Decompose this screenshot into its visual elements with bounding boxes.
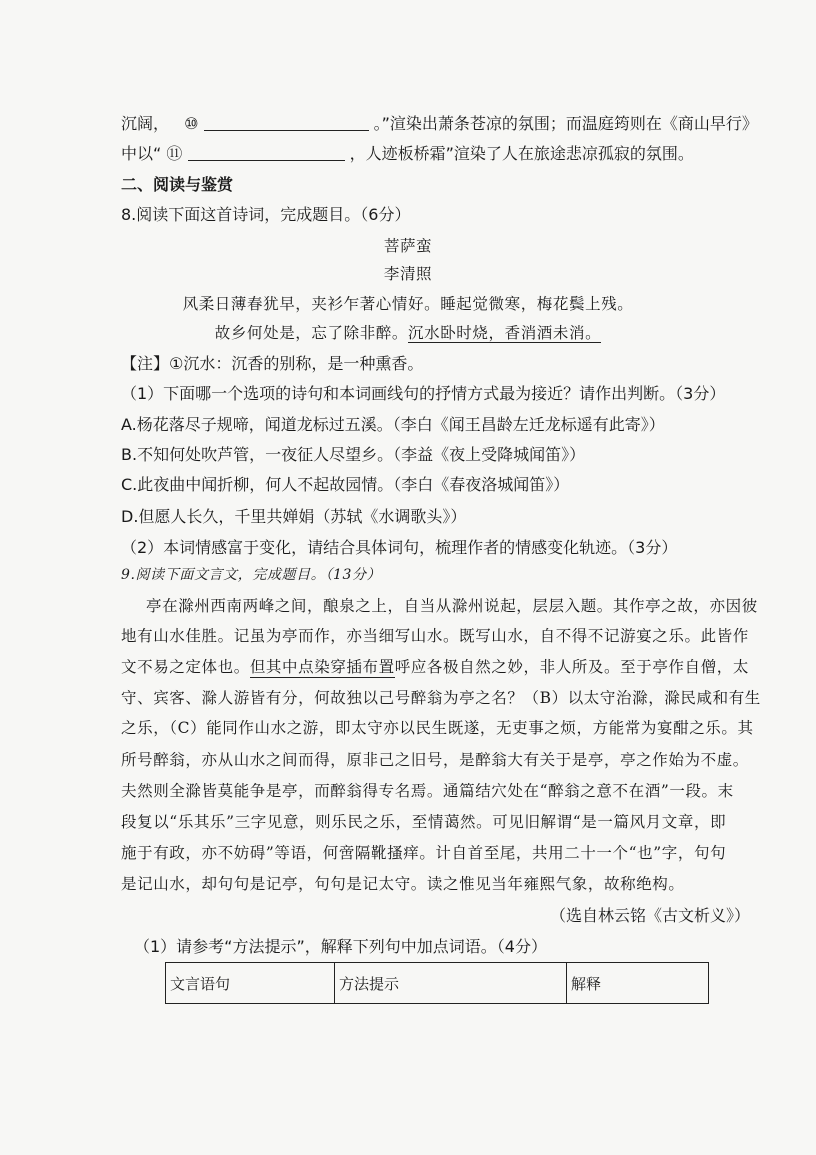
fill-text: 沉阔， <box>121 114 170 133</box>
passage-line: 施于有政，亦不妨碍”等语，何啻隔靴搔痒。计自首至尾，共用二十一个“也”字，句句 <box>121 844 727 862</box>
option-d: D.但愿人长久，千里共婵娟（苏轼《水调歌头》） <box>121 507 467 526</box>
fill-text: ，人迹板桥霜”渲染了人在旅途悲凉孤寂的氛围。 <box>349 144 694 163</box>
passage-line: 地有山水佳胜。记虽为亭而作，亦当细写山水。既写山水，自不得不记游宴之乐。此皆作 <box>121 627 749 645</box>
poem-text: 故乡何处是，忘了除非醉。 <box>214 324 408 342</box>
passage-line: 守、宾客、滁人游皆有分，何故独以己号醉翁为亭之名？（B）以太守治滁，滁民咸和有生 <box>121 689 761 707</box>
sub-question: （1）下面哪一个选项的诗句和本词画线句的抒情方式最为接近？请作出判断。（3分） <box>121 384 726 403</box>
poem-line <box>0 322 816 344</box>
passage-line <box>121 656 749 678</box>
poem-line: 风柔日薄春犹早，夹衫乍著心情好。睡起觉微寒，梅花鬓上残。 <box>182 295 634 313</box>
fill-text: 。”渲染出萧条苍凉的氛围；而温庭筠则在《商山早行》 <box>373 114 758 133</box>
fill-line-1 <box>121 113 758 135</box>
question-stem: 9.阅读下面文言文，完成题目。（13分） <box>121 567 382 583</box>
answer-table <box>165 962 709 1004</box>
passage-line: 之乐，（C）能同作山水之游，即太守亦以民生既遂，无吏事之烦，方能常为宴酣之乐。其 <box>121 719 754 737</box>
passage-line: 所号醉翁，亦从山水之间而得，原非己之旧号，是醉翁大有关于是亭，亭之作始为不虚。 <box>121 751 749 769</box>
passage-line: 段复以“乐其乐”三字见意，则乐民之乐，至情蔼然。可见旧解谓“是一篇风月文章，即 <box>121 813 727 831</box>
section-heading: 二、阅读与鉴赏 <box>121 175 234 194</box>
passage-line: 亭在滁州西南两峰之间，酿泉之上，自当从滁州说起，层层入题。其作亭之故，亦因彼 <box>146 597 758 615</box>
option-c: C.此夜曲中闻折柳，何人不起故园情。（李白《春夜洛城闻笛》） <box>121 475 570 494</box>
option-b: B.不知何处吹芦管，一夜征人尽望乡。（李益《夜上受降城闻笛》） <box>121 445 586 464</box>
table-header-cell: 文言语句 <box>166 963 335 1004</box>
poem-title: 菩萨蛮 <box>383 237 433 255</box>
fill-text: 中以“ <box>121 144 162 163</box>
table-header-cell: 方法提示 <box>335 963 567 1004</box>
table-header-cell: 解释 <box>567 963 709 1004</box>
poem-author: 李清照 <box>383 265 433 283</box>
underlined-poem-text: 沉水卧时烧，香消酒未消。 <box>408 324 602 342</box>
sub-question: （1）请参考“方法提示”，解释下列句中加点词语。（4分） <box>134 937 547 956</box>
passage-line: 夫然则全滁皆莫能争是亭，而醉翁得专名焉。通篇结穴处在“醉翁之意不在酒”一段。末 <box>121 782 734 800</box>
answer-blank[interactable] <box>188 145 345 161</box>
note: 【注】①沉水：沉香的别称，是一种熏香。 <box>121 354 424 373</box>
sub-question: （2）本词情感富于变化，请结合具体词句，梳理作者的情感变化轨迹。（3分） <box>121 538 678 557</box>
table-header-row <box>166 963 709 1004</box>
passage-text: 呼应各极自然之妙，非人所及。至于亭作自僧，太 <box>394 658 749 676</box>
passage-text: 文不易之定体也。 <box>121 658 250 676</box>
blank-number: ⑩ <box>184 114 199 133</box>
answer-blank[interactable] <box>204 115 369 131</box>
fill-line-2 <box>121 143 694 165</box>
option-a: A.杨花落尽子规啼，闻道龙标过五溪。（李白《闻王昌龄左迁龙标遥有此寄》） <box>121 415 665 434</box>
blank-number: ⑪ <box>166 144 183 163</box>
question-stem: 8.阅读下面这首诗词，完成题目。（6分） <box>121 205 411 224</box>
underlined-passage-text: 但其中点染穿插布置 <box>249 658 395 676</box>
passage-line: 是记山水，却句句是记亭，句句是记太守。读之惟见当年雍熙气象，故称绝构。 <box>121 875 685 893</box>
source-citation: （选自林云铭《古文析义》） <box>549 906 750 925</box>
